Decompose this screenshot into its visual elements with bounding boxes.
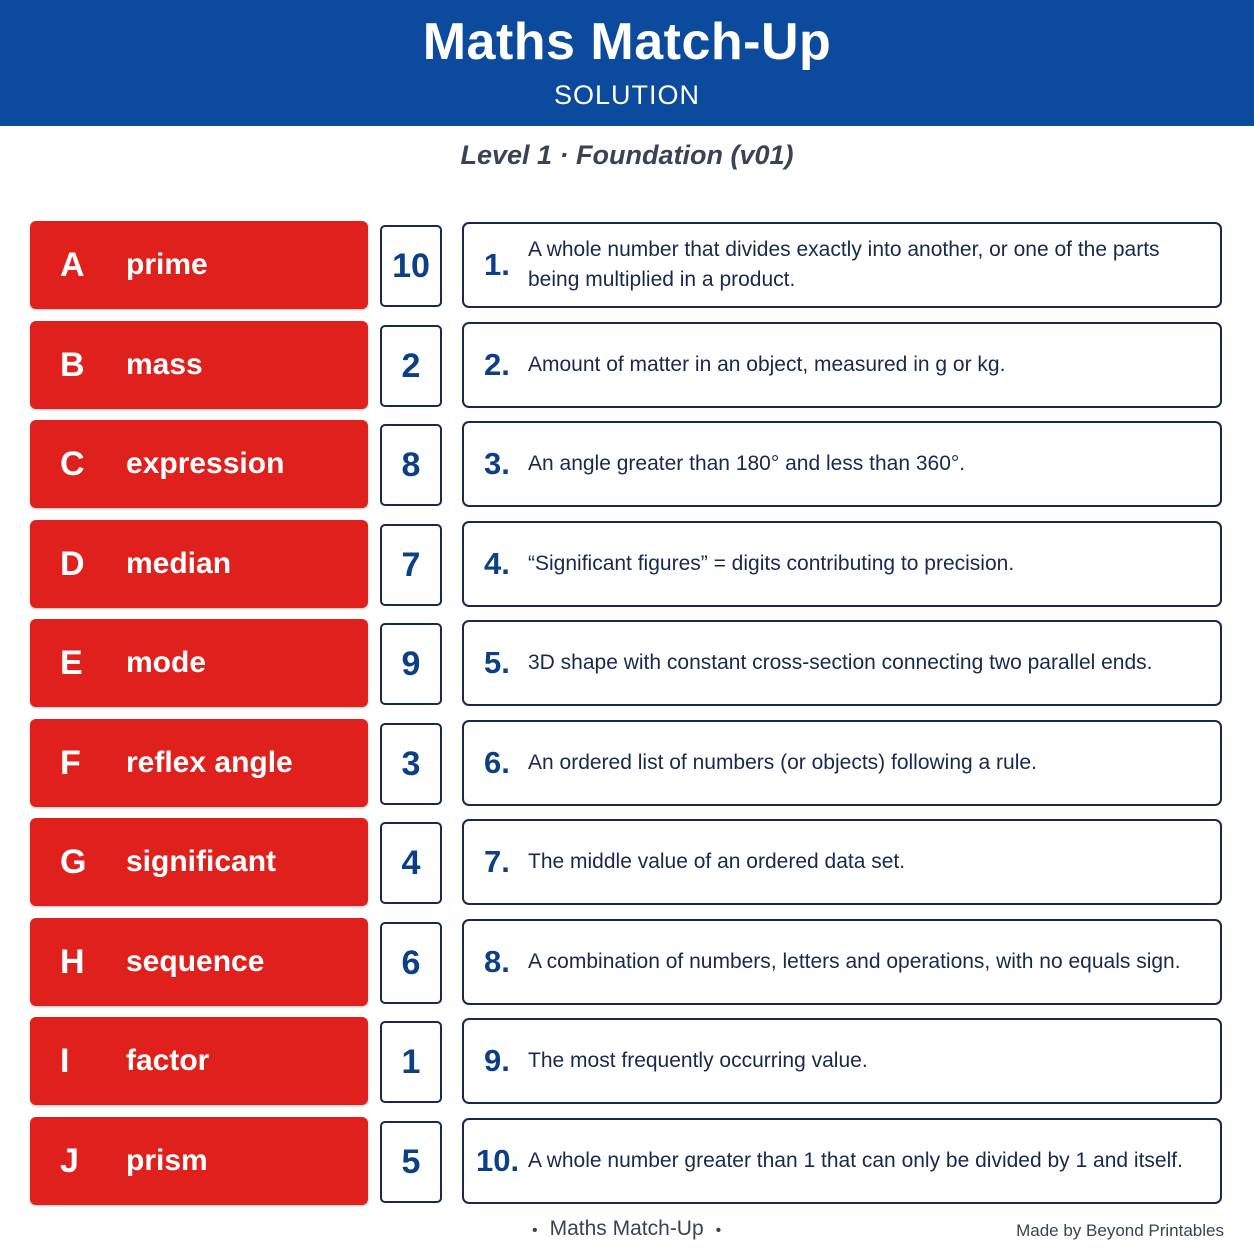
- footer-title: Maths Match-Up: [549, 1217, 704, 1240]
- term-word: significant: [126, 845, 277, 878]
- footer-credit: Made by Beyond Printables: [1016, 1221, 1224, 1240]
- term-letter: I: [60, 1042, 70, 1080]
- definition-card: [462, 919, 1222, 1005]
- definition-text: The middle value of an ordered data set.: [528, 850, 906, 873]
- answer-box: 1: [380, 1021, 442, 1103]
- term-card: [30, 619, 368, 707]
- definition-card: [462, 421, 1222, 507]
- term-letter: C: [60, 445, 85, 483]
- definition-number: 7.: [484, 844, 510, 879]
- definition-text: “Significant figures” = digits contributing to precision.: [528, 552, 1015, 575]
- term-card: [30, 1117, 368, 1205]
- term-word: prism: [126, 1144, 208, 1177]
- term-letter: F: [60, 744, 81, 782]
- definition-card: [462, 222, 1222, 308]
- definition-number: 5.: [484, 645, 510, 680]
- term-card: [30, 520, 368, 608]
- definition-text: Amount of matter in an object, measured in g or kg.: [528, 353, 1006, 376]
- term-card: [30, 420, 368, 508]
- answer-box: 4: [380, 822, 442, 904]
- definition-number: 1.: [484, 247, 510, 282]
- term-card: [30, 818, 368, 906]
- definition-number: 9.: [484, 1043, 510, 1078]
- term-letter: G: [60, 843, 87, 881]
- definition-number: 8.: [484, 944, 510, 979]
- definition-number: 4.: [484, 546, 510, 581]
- definition-card: [462, 720, 1222, 806]
- definition-number: 3.: [484, 446, 510, 481]
- term-card: [30, 321, 368, 409]
- answer-box: 7: [380, 524, 442, 606]
- footer-bullet-right: •: [715, 1222, 722, 1239]
- definition-card: [462, 1018, 1222, 1104]
- definition-text: The most frequently occurring value.: [528, 1049, 868, 1072]
- definition-text: A whole number that divides exactly into another, or one of the parts being multiplied in a product.: [528, 238, 1160, 291]
- definition-text: 3D shape with constant cross-section connecting two parallel ends.: [528, 651, 1153, 674]
- footer-bullet-left: •: [532, 1222, 538, 1239]
- definition-card: [462, 322, 1222, 408]
- term-card: [30, 918, 368, 1006]
- definition-card: [462, 521, 1222, 607]
- answer-box: 3: [380, 723, 442, 805]
- term-letter: A: [60, 246, 85, 284]
- header-banner: [0, 0, 1254, 126]
- definition-card: [462, 1118, 1222, 1204]
- term-word: mass: [126, 348, 203, 381]
- answer-box: 9: [380, 623, 442, 705]
- term-word: mode: [126, 646, 207, 679]
- answer-box: 5: [380, 1121, 442, 1203]
- term-card: [30, 221, 368, 309]
- term-letter: H: [60, 943, 85, 981]
- definition-card: [462, 620, 1222, 706]
- term-word: median: [126, 547, 232, 580]
- definition-number: 6.: [484, 745, 510, 780]
- definition-number: 2.: [484, 347, 510, 382]
- term-word: prime: [126, 248, 208, 281]
- term-card: [30, 1017, 368, 1105]
- term-word: expression: [126, 447, 285, 480]
- term-word: factor: [126, 1044, 210, 1077]
- definition-text: A combination of numbers, letters and operations, with no equals sign.: [528, 950, 1181, 973]
- definition-text: An ordered list of numbers (or objects) following a rule.: [528, 751, 1037, 774]
- definition-number: 10.: [476, 1143, 520, 1178]
- term-word: reflex angle: [126, 746, 293, 779]
- answer-box: 8: [380, 424, 442, 506]
- page-title: Maths Match-Up: [422, 13, 832, 71]
- answer-box: 2: [380, 325, 442, 407]
- definition-text: An angle greater than 180° and less than 360°.: [528, 452, 966, 475]
- footer-center: [520, 1217, 733, 1241]
- term-letter: D: [60, 545, 85, 583]
- term-letter: J: [60, 1142, 79, 1180]
- answer-box: 10: [380, 225, 442, 307]
- term-letter: E: [60, 644, 83, 682]
- answer-box: 6: [380, 922, 442, 1004]
- level-label: Level 1 · Foundation (v01): [460, 140, 794, 170]
- definition-text: A whole number greater than 1 that can only be divided by 1 and itself.: [528, 1149, 1183, 1172]
- definition-card: [462, 819, 1222, 905]
- page-subtitle: SOLUTION: [553, 80, 701, 110]
- term-word: sequence: [126, 945, 265, 978]
- term-card: [30, 719, 368, 807]
- term-letter: B: [60, 346, 85, 384]
